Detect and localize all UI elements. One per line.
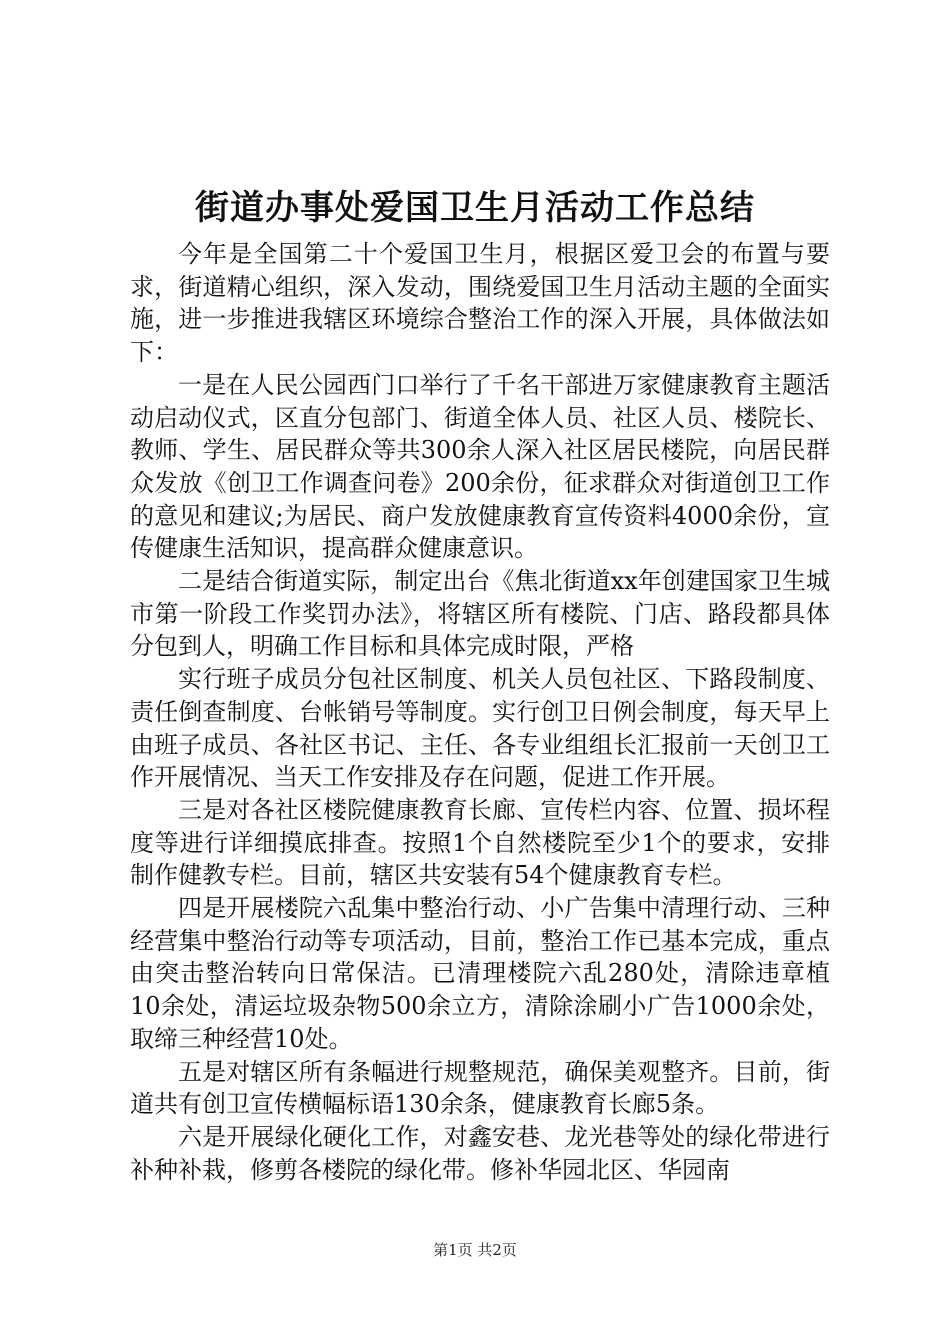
paragraph-item-4: 四是开展楼院六乱集中整治行动、小广告集中清理行动、三种经营集中整治行动等专项活动，目前，整治工作已基本完成，重点由突击整治转向日常保洁。已清理楼院六乱280处，清除违章植10余处，清运垃圾杂物500余立方，清除涂刷小广告1000余处，取缔三种经营10处。	[130, 894, 830, 1053]
document-body	[130, 238, 830, 1186]
paragraph-intro: 今年是全国第二十个爱国卫生月，根据区爱卫会的布置与要求，街道精心组织，深入发动，围绕爱国卫生月活动主题的全面实施，进一步推进我辖区环境综合整治工作的深入开展，具体做法如下：	[130, 240, 830, 367]
page-number-footer: 第1页 共2页	[433, 1241, 517, 1259]
paragraph-item-1: 一是在人民公园西门口举行了千名干部进万家健康教育主题活动启动仪式，区直分包部门、街道全体人员、社区人员、楼院长、教师、学生、居民群众等共300余人深入社区居民楼院，向居民群众发放《创卫工作调查问卷》200余份，征求群众对街道创卫工作的意见和建议;为居民、商户发放健康教育宣传资料4000余份，宣传健康生活知识，提高群众健康意识。	[130, 370, 830, 563]
paragraph-item-2: 二是结合街道实际，制定出台《焦北街道xx年创建国家卫生城市第一阶段工作奖罚办法》，将辖区所有楼院、门店、路段都具体分包到人，明确工作目标和具体完成时限，严格	[130, 567, 830, 661]
paragraph-item-6: 六是开展绿化硬化工作，对鑫安巷、龙光巷等处的绿化带进行补种补栽，修剪各楼院的绿化带。修补华园北区、华园南	[130, 1122, 830, 1184]
paragraph-item-5: 五是对辖区所有条幅进行规整规范，确保美观整齐。目前，街道共有创卫宣传横幅标语130余条，健康教育长廊5条。	[130, 1057, 830, 1119]
paragraph-item-2-continued: 实行班子成员分包社区制度、机关人员包社区、下路段制度、责任倒查制度、台帐销号等制度。实行创卫日例会制度，每天早上由班子成员、各社区书记、主任、各专业组组长汇报前一天创卫工作开展情况、当天工作安排及存在问题，促进工作开展。	[130, 665, 830, 792]
document-title: 街道办事处爱国卫生月活动工作总结	[195, 188, 755, 228]
paragraph-item-3: 三是对各社区楼院健康教育长廊、宣传栏内容、位置、损坏程度等进行详细摸底排查。按照1个自然楼院至少1个的要求，安排制作健教专栏。目前，辖区共安装有54个健康教育专栏。	[130, 795, 830, 890]
